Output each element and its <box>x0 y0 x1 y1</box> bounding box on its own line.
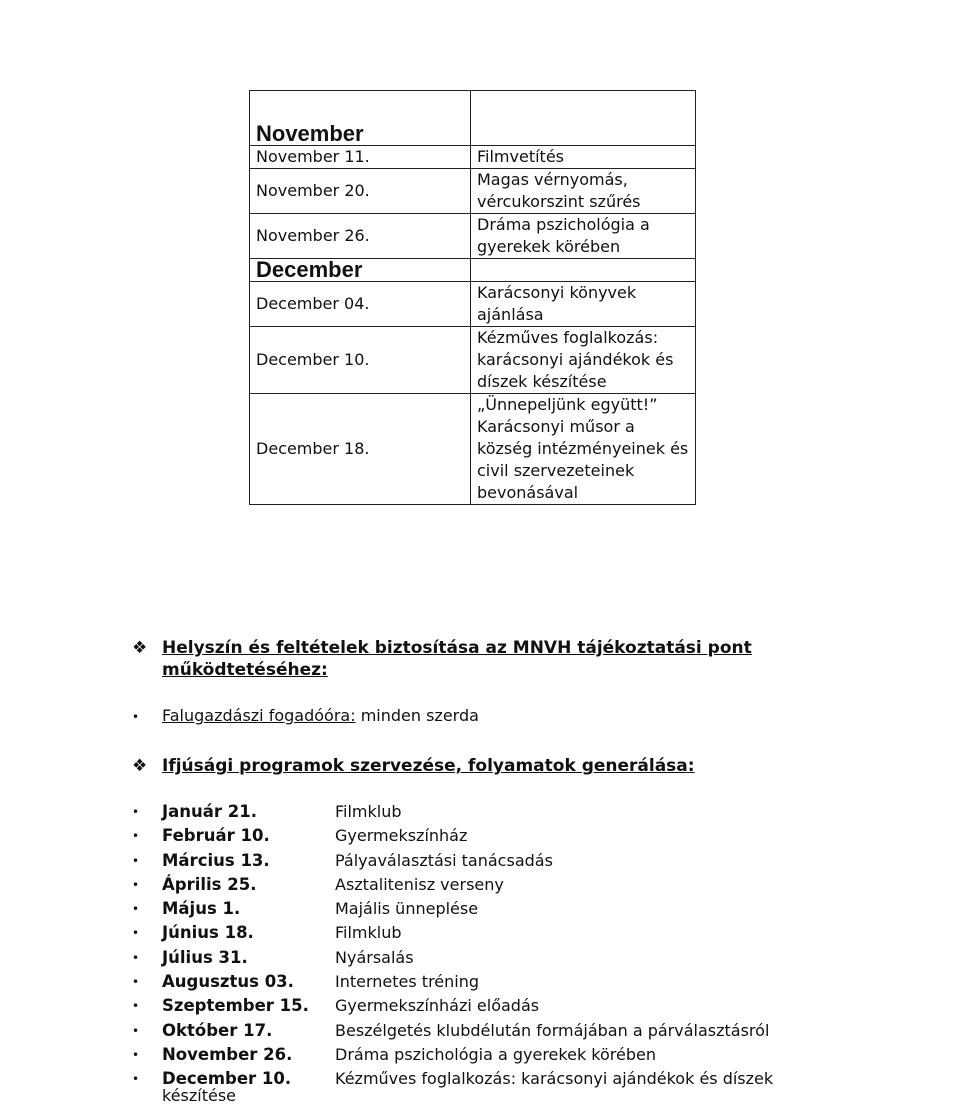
event-date: Október 17. <box>162 1020 273 1040</box>
schedule-event: Dráma pszichológia a gyerekek körében <box>471 214 696 259</box>
section-heading-ifjusagi <box>132 755 832 777</box>
bullet-icon: • <box>132 950 140 965</box>
schedule-event: Kézműves foglalkozás: karácsonyi ajándékok és díszek készítése <box>471 327 696 394</box>
event-date: Augusztus 03. <box>162 972 294 992</box>
schedule-date: November 20. <box>250 169 471 214</box>
bullet-icon: • <box>132 853 140 868</box>
bullet-icon: • <box>132 877 140 892</box>
event-name: Gyermekszínházi előadás <box>335 996 540 1016</box>
event-date: Július 31. <box>162 947 248 967</box>
section-heading-mnvh <box>132 637 832 681</box>
list-item <box>132 705 479 728</box>
item-value: minden szerda <box>355 706 479 725</box>
event-name: Filmklub <box>335 923 402 943</box>
bullet-icon: • <box>132 1072 140 1087</box>
section-heading-text: Helyszín és feltételek biztosítása az MNVH tájékoztatási pont működtetéséhez: <box>162 638 752 680</box>
event-name: Gyermekszínház <box>335 826 468 846</box>
event-date: Június 18. <box>162 923 254 943</box>
list-item <box>132 970 952 994</box>
event-date: Január 21. <box>162 802 258 821</box>
schedule-event: „Ünnepeljünk együtt!” Karácsonyi műsor a község intézményeinek és civil szervezeteinek bevonásával <box>471 394 696 505</box>
event-list <box>132 800 952 1092</box>
list-item <box>132 1043 952 1067</box>
event-name: Asztalitenisz verseny <box>335 874 504 894</box>
bullet-icon: • <box>132 709 140 724</box>
bullet-icon: • <box>132 1023 140 1038</box>
schedule-date: November 11. <box>250 146 471 169</box>
schedule-date: December 18. <box>250 394 471 505</box>
event-date: Szeptember 15. <box>162 996 309 1016</box>
section-heading-text: Ifjúsági programok szervezése, folyamatok generálása: <box>162 756 695 776</box>
list-item <box>132 921 952 945</box>
event-date: Február 10. <box>162 826 270 846</box>
event-date: December 10. <box>162 1069 292 1089</box>
list-item <box>132 849 952 873</box>
schedule-event: Magas vérnyomás, vércukorszint szűrés <box>471 169 696 214</box>
schedule-empty-cell <box>471 91 696 146</box>
diamond-bullet-icon: ❖ <box>132 638 148 658</box>
schedule-date: December 04. <box>250 282 471 327</box>
schedule-date: December 10. <box>250 327 471 394</box>
event-date: November 26. <box>162 1044 293 1064</box>
event-name: Internetes tréning <box>335 972 480 992</box>
event-name: Dráma pszichológia a gyerekek körében <box>335 1044 656 1064</box>
month-heading-november: November <box>250 91 471 146</box>
event-name: Majális ünneplése <box>335 899 479 919</box>
bullet-icon: • <box>132 1047 140 1062</box>
schedule-table <box>249 90 696 505</box>
event-name: Nyársalás <box>335 947 414 967</box>
bullet-icon: • <box>132 829 140 844</box>
event-date: Április 25. <box>162 874 257 894</box>
bullet-icon: • <box>132 902 140 917</box>
schedule-event: Filmvetítés <box>471 146 696 169</box>
list-item <box>132 824 952 848</box>
bullet-icon: • <box>132 975 140 990</box>
bullet-icon: • <box>132 805 140 819</box>
event-date: Március 13. <box>162 850 270 870</box>
bullet-icon: • <box>132 999 140 1014</box>
schedule-empty-cell <box>471 259 696 282</box>
schedule-event: Karácsonyi könyvek ajánlása <box>471 282 696 327</box>
list-item <box>132 897 952 921</box>
event-name: Beszélgetés klubdélután formájában a párválasztásról <box>335 1020 770 1040</box>
event-date: Május 1. <box>162 899 241 919</box>
list-item <box>132 1019 952 1043</box>
event-name: Kézműves foglalkozás: karácsonyi ajándékok és díszek <box>335 1069 774 1089</box>
item-label: Falugazdászi fogadóóra: <box>162 706 356 725</box>
month-heading-december: December <box>250 259 471 282</box>
event-name: Pályaválasztási tanácsadás <box>335 850 553 870</box>
list-item <box>132 873 952 897</box>
list-item <box>132 1067 952 1091</box>
event-name-continuation: készítése <box>162 1086 237 1105</box>
list-item <box>132 800 952 824</box>
diamond-bullet-icon: ❖ <box>132 756 148 776</box>
list-item <box>132 994 952 1018</box>
event-name: Filmklub <box>335 802 402 821</box>
list-item <box>132 946 952 970</box>
schedule-date: November 26. <box>250 214 471 259</box>
bullet-icon: • <box>132 926 140 941</box>
